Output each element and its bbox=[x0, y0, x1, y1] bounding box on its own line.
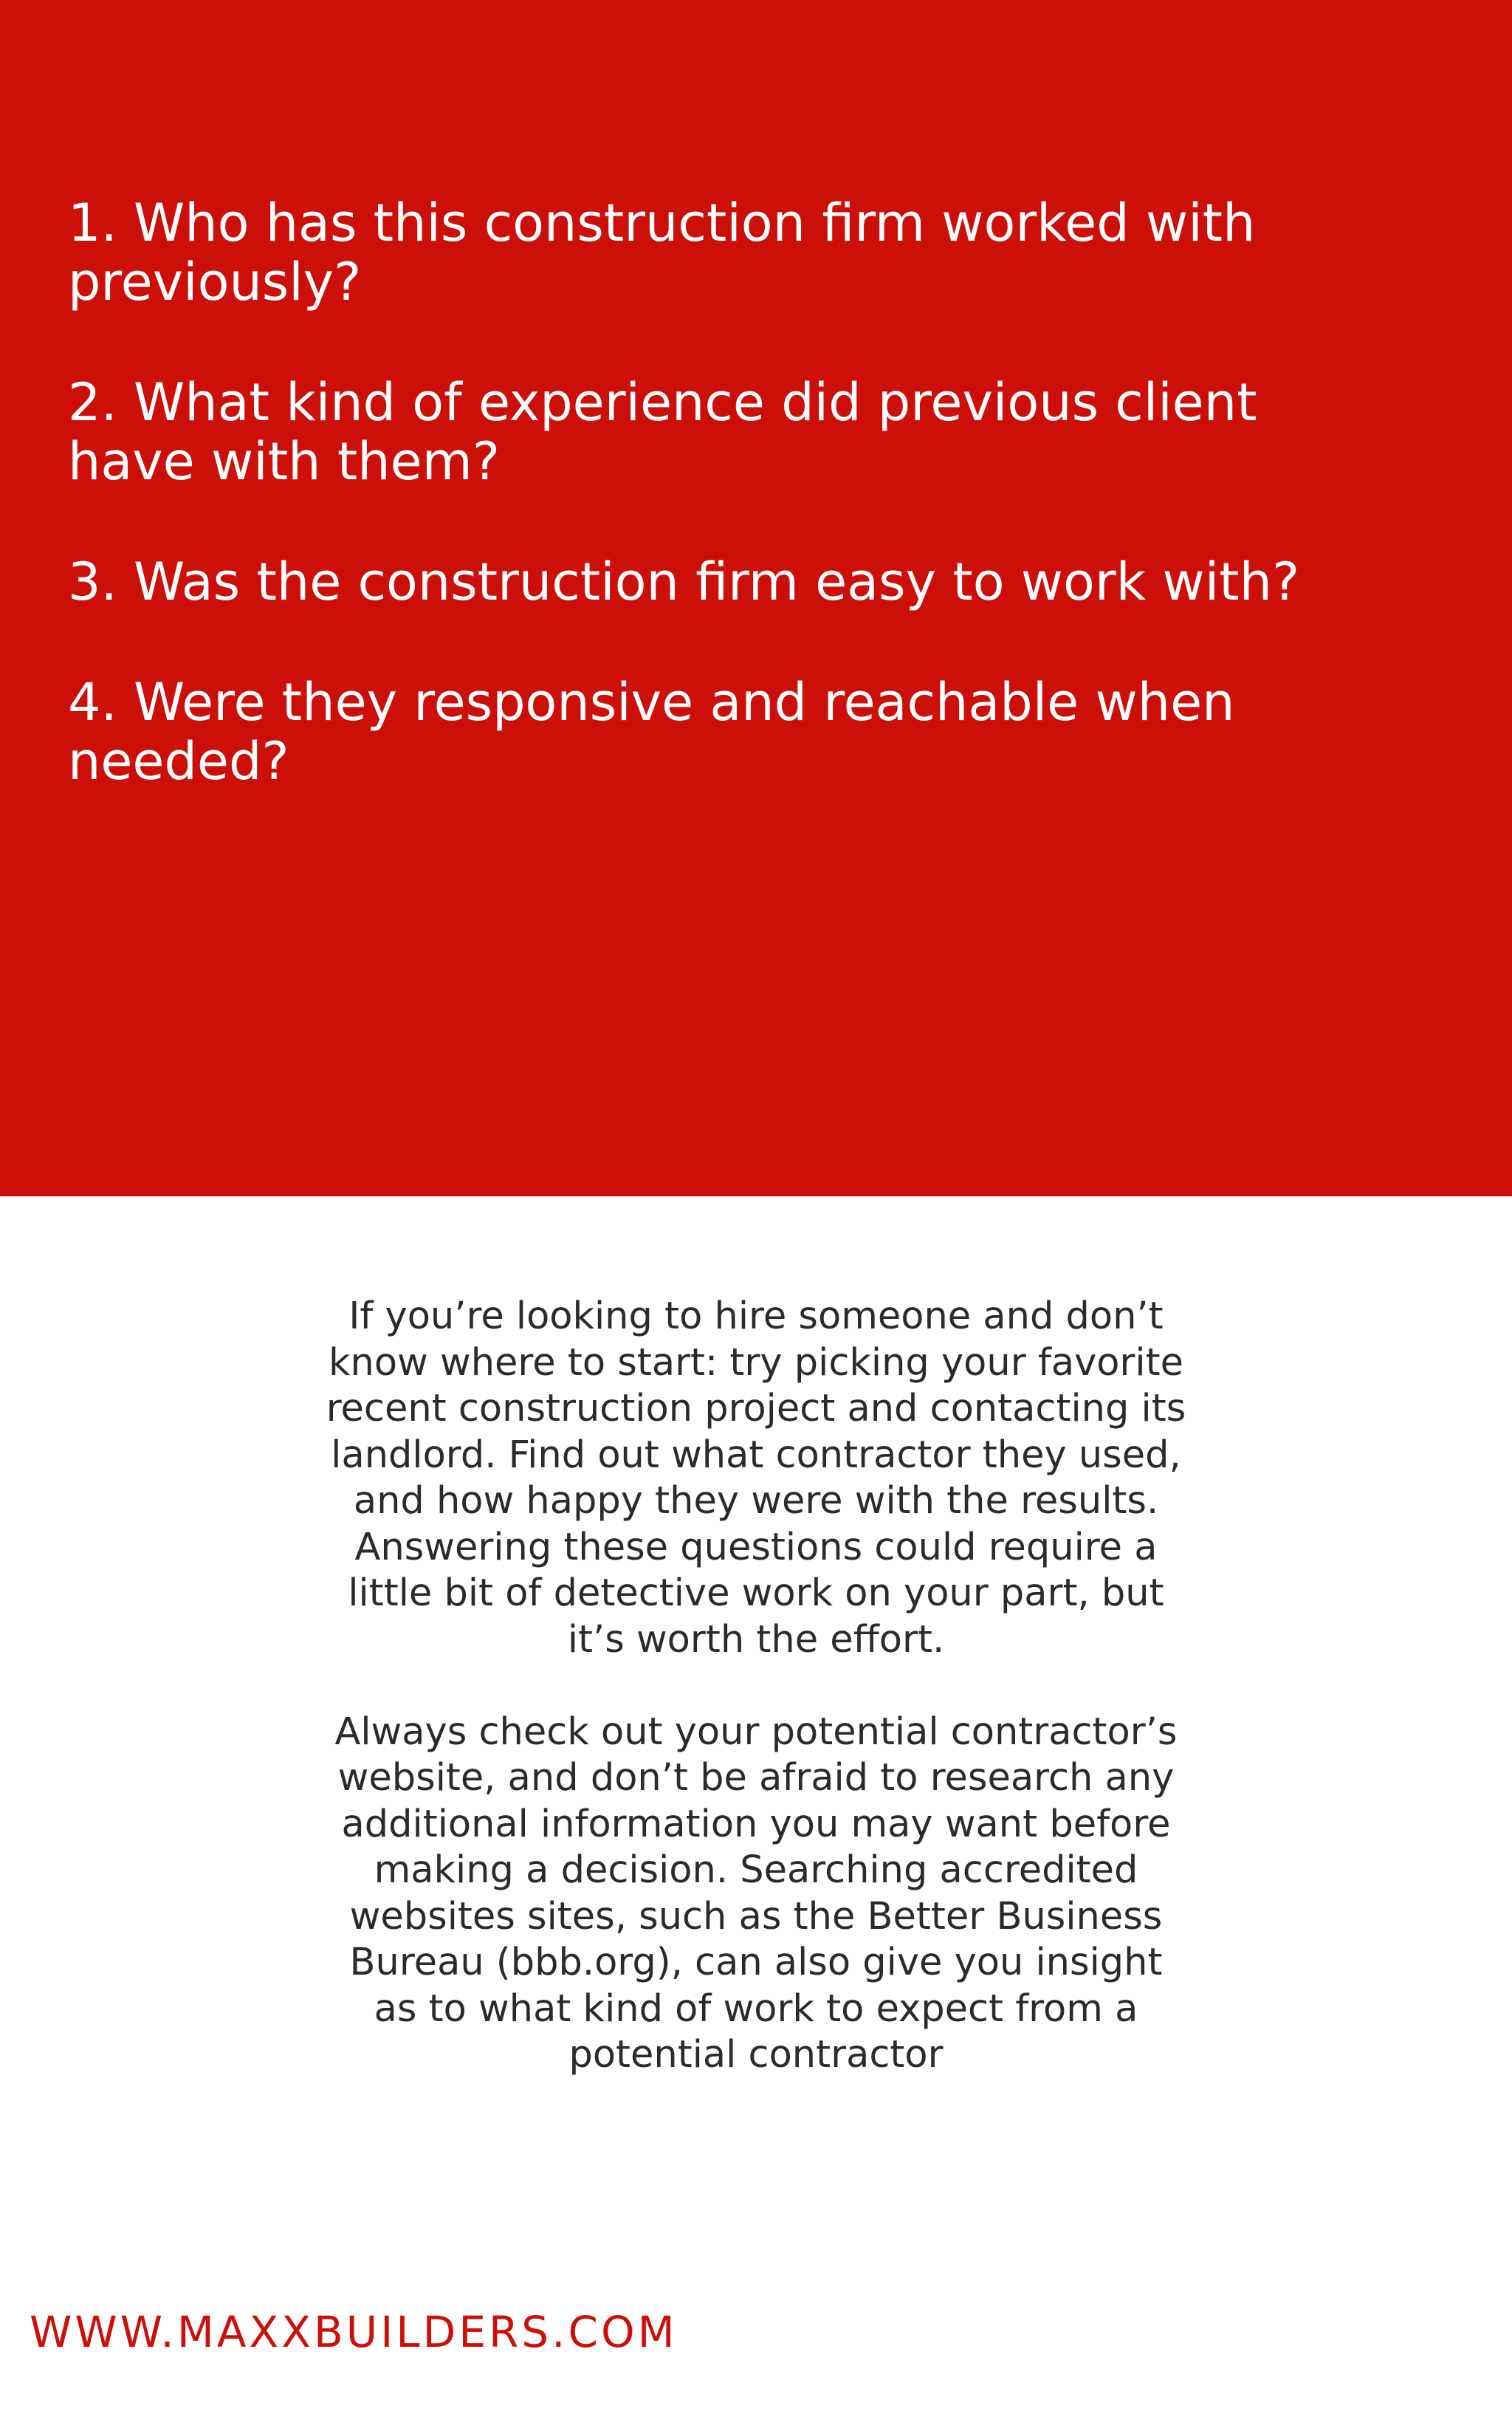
body-text bbox=[177, 1294, 1335, 2125]
question-item: 3. Was the construction firm easy to work with? bbox=[68, 552, 1300, 612]
question-item: 2. What kind of experience did previous client have with them? bbox=[68, 372, 1257, 492]
paragraph-hire-advice: If you’re looking to hire someone and don’t know where to start: try picking your favorite recent construction project and contacting its landlord. Find out what contractor they used, and how happy they were with the results. Answering these questions could require a little bit of detective work on your part, but it’s worth the effort. bbox=[326, 1295, 1186, 1662]
website-url: WWW.MAXXBUILDERS.COM bbox=[30, 2307, 678, 2357]
question-item: 1. Who has this construction firm worked with previously? bbox=[68, 193, 1256, 312]
questions-list bbox=[68, 193, 1471, 852]
question-item: 4. Were they responsive and reachable when needed? bbox=[68, 672, 1235, 792]
questions-panel bbox=[0, 0, 1512, 1196]
paragraph-research-advice: Always check out your potential contractor’s website, and don’t be afraid to research any additional information you may want before making a decision. Searching accredited websites sites, such as the Better Business Bureau (bbb.org), can also give you insight as to what kind of work to expect from a potential contractor bbox=[334, 1710, 1178, 2077]
